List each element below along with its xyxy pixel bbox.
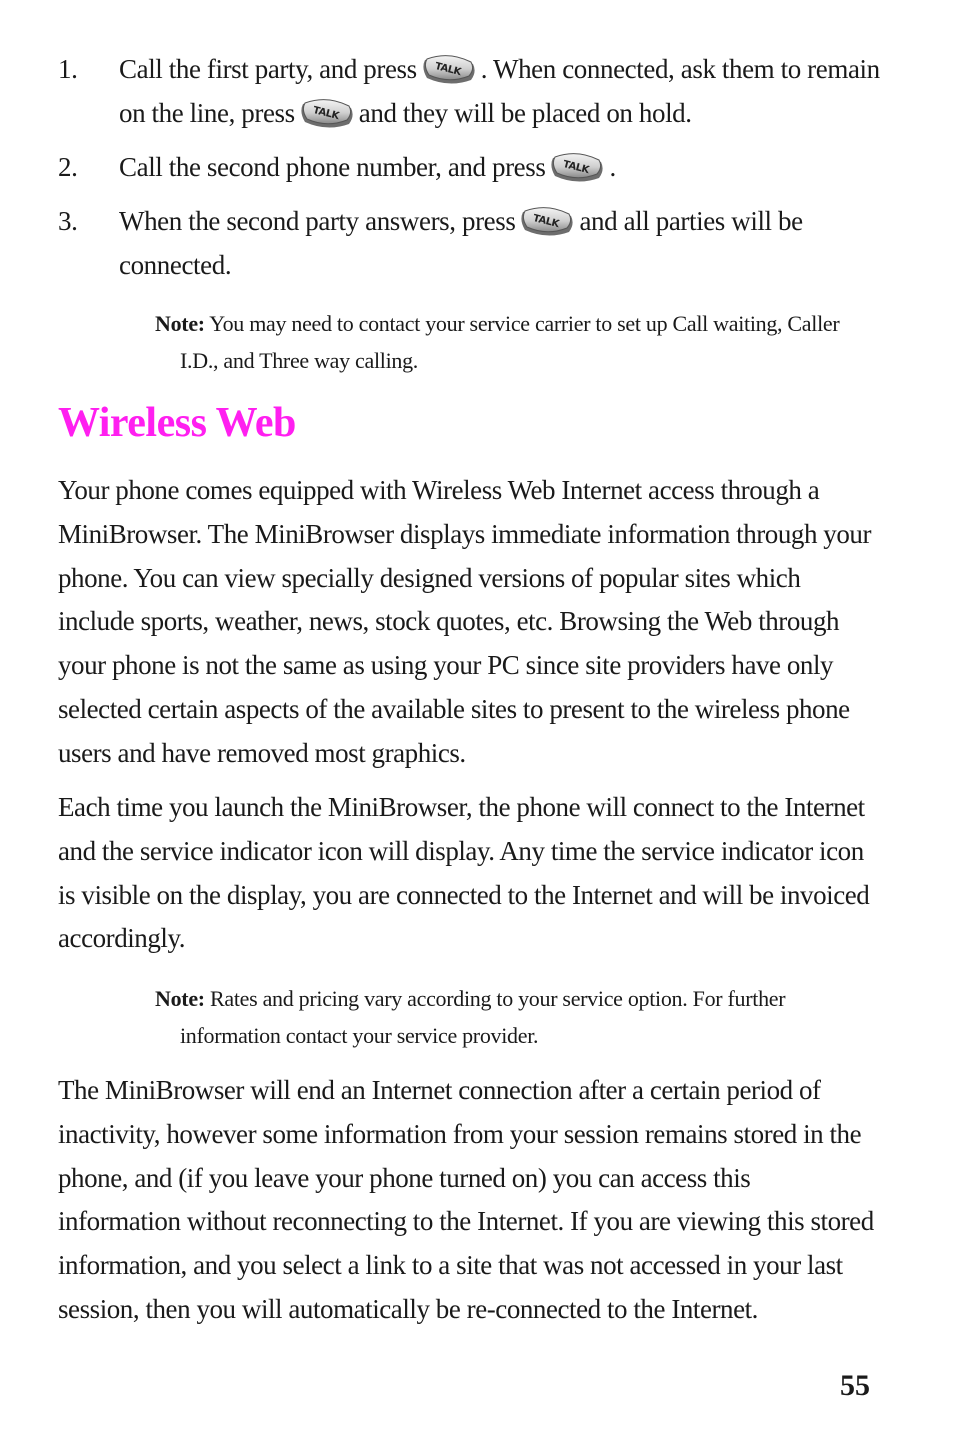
note-rates <box>155 980 880 1054</box>
paragraph-connection: Each time you launch the MiniBrowser, the phone will connect to the Internet and the service indicator icon will display. Any time the service indicator icon is visible on the display, you are connected to the Internet and will be invoiced accordingly. <box>58 792 870 954</box>
talk-key-icon <box>519 206 575 238</box>
step-text <box>119 145 888 189</box>
note-label: Note: <box>155 986 205 1011</box>
paragraph-session: The MiniBrowser will end an Internet connection after a certain period of inactivity, however some information from your session remains stored in the phone, and (if you leave your phone turned on) you can access this information without reconnecting to the Internet. If you are viewing this stored information, and you select a link to a site that was not accessed in your last session, then you will automatically be re-connected to the Internet. <box>58 1075 874 1324</box>
talk-key-icon <box>299 98 355 130</box>
paragraph-intro: Your phone comes equipped with Wireless Web Internet access through a MiniBrowser. The MiniBrowser displays immediate information through your phone. You can view specially designed versions of popular sites which include sports, weather, news, stock quotes, etc. Browsing the Web through your phone is not the same as using your PC since site providers have only selected certain aspects of the available sites to present to the wireless phone users and have removed most graphics. <box>58 475 871 768</box>
step-number: 3. <box>58 206 78 236</box>
note-label: Note: <box>155 311 205 336</box>
note-text: You may need to contact your service carrier to set up Call waiting, Caller I.D., and Three way calling. <box>180 311 840 373</box>
talk-key-icon <box>549 152 605 184</box>
section-title: Wireless Web <box>58 400 296 446</box>
step-2 <box>58 145 888 189</box>
step-text-part: Call the first party, and press <box>119 54 417 84</box>
step-text-part: When the second party answers, press <box>119 206 516 236</box>
step-1 <box>58 47 888 135</box>
step-text-part: Call the second phone number, and press <box>119 152 546 182</box>
step-text-part: . <box>609 152 616 182</box>
step-text-part: and they will be placed on hold. <box>358 98 692 128</box>
step-number: 1. <box>58 54 78 84</box>
talk-key-icon <box>421 54 477 86</box>
note-text: Rates and pricing vary according to your service option. For further information contact your service provider. <box>180 986 786 1048</box>
step-number: 2. <box>58 152 78 182</box>
step-text-part: and all parties will be connected. <box>119 206 803 280</box>
step-text <box>119 199 888 287</box>
step-text-part: . When connected, ask them to remain on the line, press <box>119 54 880 128</box>
note-call-features <box>155 305 880 379</box>
page-number: 55 <box>840 1369 870 1402</box>
step-text <box>119 47 888 135</box>
step-3 <box>58 199 888 287</box>
